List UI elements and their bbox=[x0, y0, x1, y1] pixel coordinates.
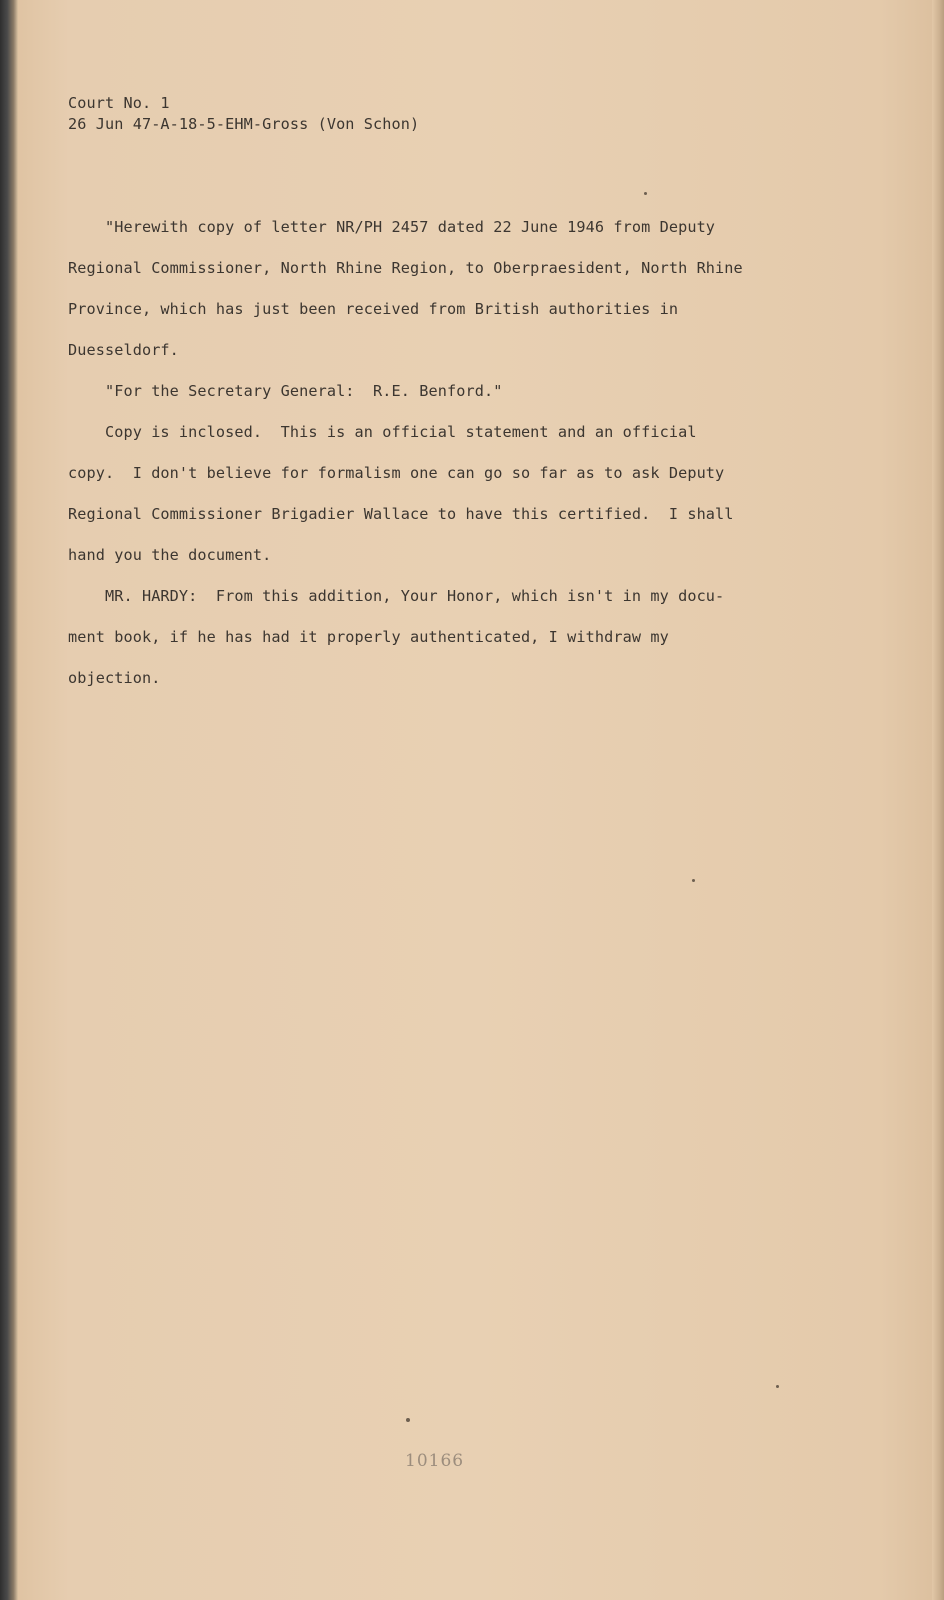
paper-speck bbox=[406, 1418, 410, 1422]
body-line-8: Regional Commissioner Brigadier Wallace to have this certified. I shall bbox=[68, 505, 734, 523]
paper-speck bbox=[776, 1385, 779, 1388]
page-number: 10166 bbox=[405, 1451, 465, 1471]
body-line-1: "Herewith copy of letter NR/PH 2457 dated 22 June 1946 from Deputy bbox=[68, 218, 716, 236]
body-line-12: objection. bbox=[68, 669, 161, 687]
binding-edge bbox=[0, 0, 18, 1600]
body-line-5: "For the Secretary General: R.E. Benford." bbox=[68, 382, 503, 400]
body-line-10: MR. HARDY: From this addition, Your Honor, which isn't in my docu- bbox=[68, 587, 725, 605]
paper-speck bbox=[692, 879, 695, 882]
transcript-reference: 26 Jun 47-A-18-5-EHM-Gross (Von Schon) bbox=[68, 115, 420, 133]
body-line-6: Copy is inclosed. This is an official statement and an official bbox=[68, 423, 697, 441]
paper-right-edge bbox=[932, 0, 944, 1600]
body-line-3: Province, which has just been received from British authorities in bbox=[68, 300, 679, 318]
body-line-7: copy. I don't believe for formalism one can go so far as to ask Deputy bbox=[68, 464, 725, 482]
body-line-4: Duesseldorf. bbox=[68, 341, 179, 359]
body-line-9: hand you the document. bbox=[68, 546, 272, 564]
court-number: Court No. 1 bbox=[68, 94, 170, 112]
paper-speck bbox=[644, 192, 647, 195]
paper-sheet bbox=[14, 0, 934, 1600]
body-line-11: ment book, if he has had it properly authenticated, I withdraw my bbox=[68, 628, 669, 646]
body-line-2: Regional Commissioner, North Rhine Region, to Oberpraesident, North Rhine bbox=[68, 259, 743, 277]
